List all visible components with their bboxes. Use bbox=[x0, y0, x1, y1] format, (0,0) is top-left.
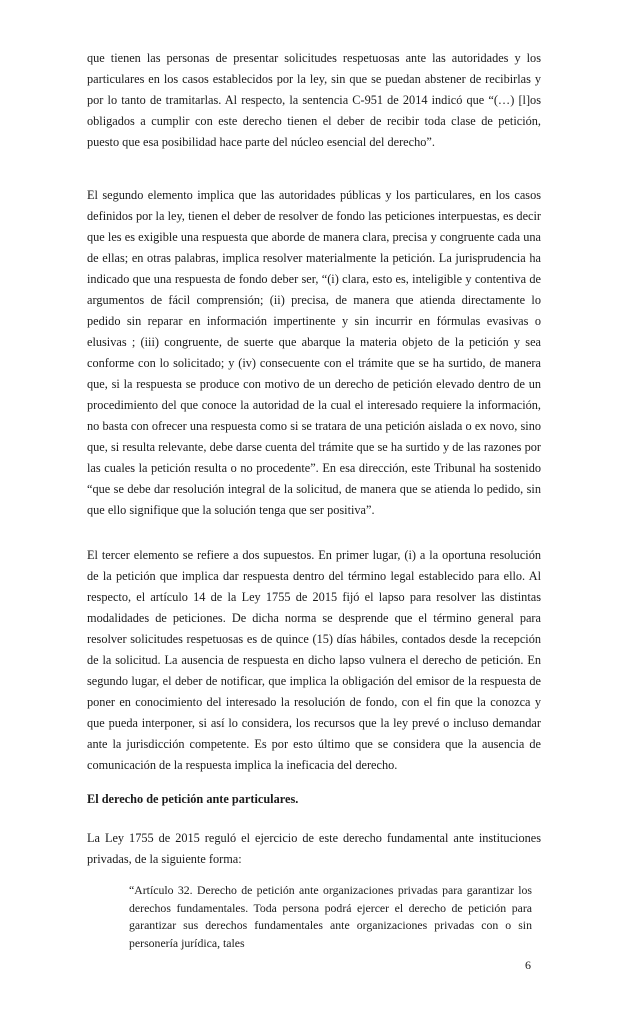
paragraph-third-element: El tercer elemento se refiere a dos supuestos. En primer lugar, (i) a la oportuna resolución de la petición que implica dar respuesta dentro del término legal establecido para ello. Al respecto, el artículo 14 de la Ley 1755 de 2015 fijó el lapso para resolver las distintas modalidades de peticiones. De dicha norma se desprende que el término general para resolver solicitudes respetuosas es de quince (15) días hábiles, contados desde la recepción de la solicitud. La ausencia de respuesta en dicho lapso vulnera el derecho de petición. En segundo lugar, el deber de notificar, que implica la obligación del emisor de la respuesta de poner en conocimiento del interesado la resolución de fondo, con el fin que la conozca y que pueda interponer, si así lo considera, los recursos que la ley prevé o incluso demandar ante la jurisdicción competente. Es por esto último que se considera que la ausencia de comunicación de la respuesta implica la ineficacia del derecho. bbox=[87, 548, 541, 772]
paragraph-second-element: El segundo elemento implica que las autoridades públicas y los particulares, en los casos definidos por la ley, tienen el deber de resolver de fondo las peticiones interpuestas, es decir que les es exigible una respuesta que aborde de manera clara, precisa y congruente cada una de ellas; en otras palabras, implica resolver materialmente la petición. La jurisprudencia ha indicado que una respuesta de fondo deber ser, “(i) clara, esto es, inteligible y contentiva de argumentos de fácil comprensión; (ii) precisa, de manera que atienda directamente lo pedido sin reparar en información impertinente y sin incurrir en fórmulas evasivas o elusivas ; (iii) congruente, de suerte que abarque la materia objeto de la petición y sea conforme con lo solicitado; y (iv) consecuente con el trámite que se ha surtido, de manera que, si la respuesta se produce con motivo de un derecho de petición elevado dentro de un procedimiento del que conoce la autoridad de la cual el interesado requiere la información, no basta con ofrecer una respuesta como si se tratara de una petición aislada o ex novo, sino que, si resulta relevante, debe darse cuenta del trámite que se ha surtido y de las razones por las cuales la petición resulta o no procedente”. En esa dirección, este Tribunal ha sostenido “que se debe dar resolución integral de la solicitud, de manera que se atienda lo pedido, sin que ello signifique que la solución tenga que ser positiva”. bbox=[87, 188, 541, 517]
block-quote-article-32: “Artículo 32. Derecho de petición ante organizaciones privadas para garantizar los derechos fundamentales. Toda persona podrá ejercer el derecho de petición para garantizar sus derechos fundamentales ante organizaciones privadas con o sin personería jurídica, tales bbox=[129, 883, 532, 950]
paragraph-first-element: que tienen las personas de presentar solicitudes respetuosas ante las autoridades y los particulares en los casos establecidos por la ley, sin que se puedan abstener de recibirlas y por lo tanto de tramitarlas. Al respecto, la sentencia C-951 de 2014 indicó que “(…) [l]os obligados a cumplir con este derecho tienen el deber de recibir toda clase de petición, puesto que esa posibilidad hace parte del núcleo esencial del derecho”. bbox=[87, 51, 541, 149]
page-number: 6 bbox=[525, 958, 531, 972]
section-heading: El derecho de petición ante particulares. bbox=[87, 792, 299, 806]
paragraph-intro-law: La Ley 1755 de 2015 reguló el ejercicio de este derecho fundamental ante instituciones privadas, de la siguiente forma: bbox=[87, 831, 541, 866]
